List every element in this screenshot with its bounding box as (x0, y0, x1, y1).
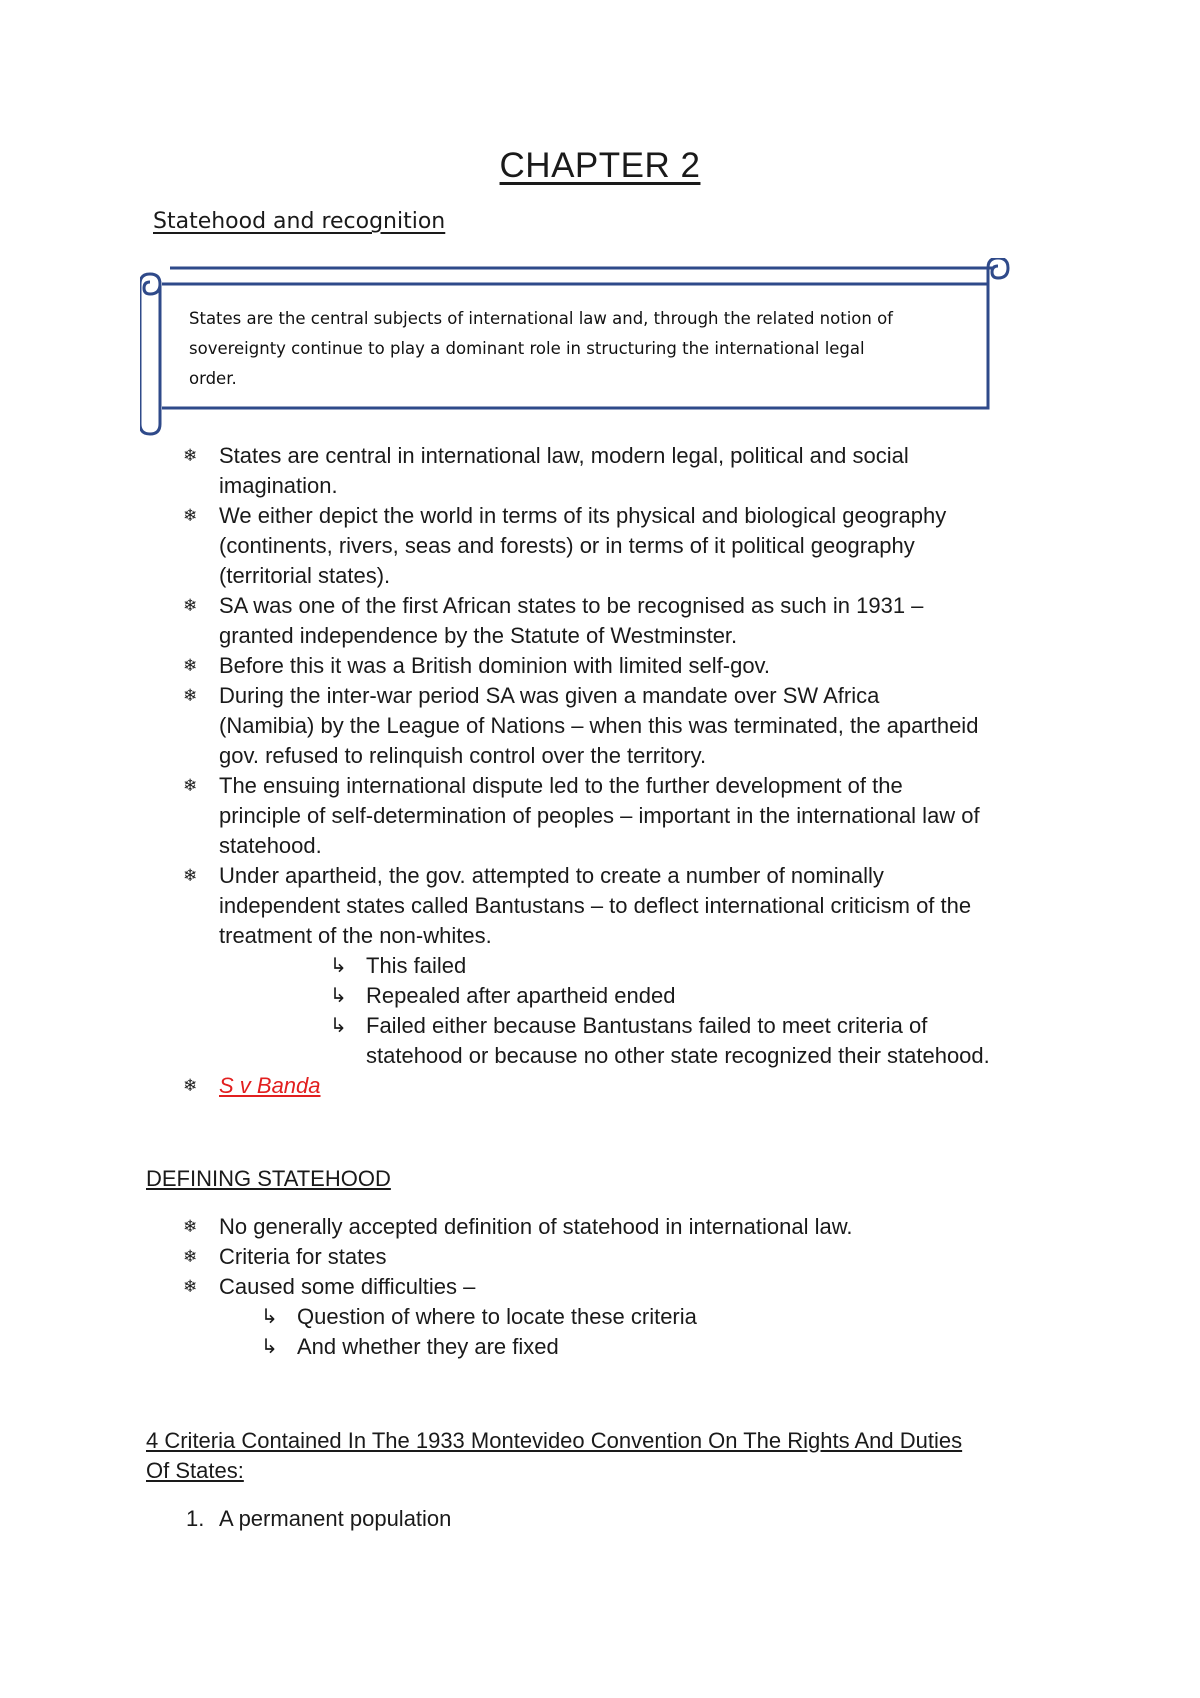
list-item (219, 1071, 321, 1101)
defining-statehood-heading: DEFINING STATEHOOD (146, 1166, 391, 1191)
section-title: Statehood and recognition (153, 209, 446, 234)
list-item: Caused some difficulties – (219, 1274, 476, 1299)
sub-list-item-line: Repealed after apartheid ended (366, 983, 676, 1008)
list-item-line: statehood. (219, 833, 322, 858)
sub-list-item (366, 951, 466, 981)
callout-line: States are the central subjects of international law and, through the related notion of (189, 309, 893, 328)
list-item (219, 861, 971, 951)
sub-list-item-line: Failed either because Bantustans failed to meet criteria of (366, 1013, 928, 1038)
return-arrow-icon: ↳ (261, 1336, 278, 1358)
snowflake-bullet-icon: ❄ (183, 686, 198, 705)
list-item (219, 591, 923, 651)
numbered-item-text: A permanent population (219, 1506, 452, 1531)
montevideo-heading-line: Of States: (146, 1458, 244, 1483)
list-item (219, 501, 946, 591)
snowflake-bullet-icon: ❄ (183, 596, 198, 615)
list-item-line: treatment of the non-whites. (219, 923, 492, 948)
list-item: Criteria for states (219, 1244, 387, 1269)
list-item-line: independent states called Bantustans – to deflect international criticism of the (219, 893, 972, 918)
sub-list-item (366, 981, 675, 1011)
list-item-line: Before this it was a British dominion with limited self-gov. (219, 653, 771, 678)
list-item-line: granted independence by the Statute of Westminster. (219, 623, 738, 648)
snowflake-bullet-icon: ❄ (183, 506, 198, 525)
sub-list-item-line: statehood or because no other state recognized their statehood. (366, 1043, 990, 1068)
list-item-line: SA was one of the first African states to be recognised as such in 1931 – (219, 593, 924, 618)
snowflake-bullet-icon: ❄ (183, 1247, 198, 1266)
snowflake-bullet-icon: ❄ (183, 1076, 198, 1095)
list-item-line: The ensuing international dispute led to the further development of the (219, 773, 903, 798)
list-item-line: States are central in international law, modern legal, political and social (219, 443, 909, 468)
snowflake-bullet-icon: ❄ (183, 1217, 198, 1236)
snowflake-bullet-icon: ❄ (183, 1277, 198, 1296)
callout-line: sovereignty continue to play a dominant role in structuring the international legal (189, 339, 865, 358)
montevideo-heading-line: 4 Criteria Contained In The 1933 Montevideo Convention On The Rights And Duties (146, 1428, 963, 1453)
snowflake-bullet-icon: ❄ (183, 776, 198, 795)
return-arrow-icon: ↳ (330, 955, 347, 977)
sub-list-item: Question of where to locate these criteria (297, 1304, 697, 1329)
snowflake-bullet-icon: ❄ (183, 866, 198, 885)
snowflake-bullet-icon: ❄ (183, 446, 198, 465)
list-item-line: principle of self-determination of peoples – important in the international law of (219, 803, 980, 828)
list-item (219, 771, 980, 861)
list-item-line: (continents, rivers, seas and forests) or in terms of it political geography (219, 533, 915, 558)
return-arrow-icon: ↳ (261, 1306, 278, 1328)
list-item-line: imagination. (219, 473, 338, 498)
list-item-line: Under apartheid, the gov. attempted to create a number of nominally (219, 863, 884, 888)
list-item (219, 651, 770, 681)
return-arrow-icon: ↳ (330, 1015, 347, 1037)
list-item-line: gov. refused to relinquish control over the territory. (219, 743, 707, 768)
numbered-item-number: 1. (186, 1506, 205, 1531)
case-link[interactable]: S v Banda (219, 1073, 321, 1098)
chapter-title: CHAPTER 2 (499, 146, 701, 185)
list-item: No generally accepted definition of statehood in international law. (219, 1214, 853, 1239)
list-item-line: During the inter-war period SA was given a mandate over SW Africa (219, 683, 880, 708)
list-item (219, 681, 978, 771)
list-item-line: (territorial states). (219, 563, 391, 588)
snowflake-bullet-icon: ❄ (183, 656, 198, 675)
callout-text (189, 304, 979, 394)
list-item (219, 441, 909, 501)
return-arrow-icon: ↳ (330, 985, 347, 1007)
sub-list-item-line: This failed (366, 953, 467, 978)
list-item-line: (Namibia) by the League of Nations – when this was terminated, the apartheid (219, 713, 979, 738)
callout-line: order. (189, 369, 237, 388)
list-item-line: We either depict the world in terms of its physical and biological geography (219, 503, 947, 528)
callout-scroll (140, 258, 1010, 436)
sub-list-item (366, 1011, 990, 1071)
sub-list-item: And whether they are fixed (297, 1334, 559, 1359)
